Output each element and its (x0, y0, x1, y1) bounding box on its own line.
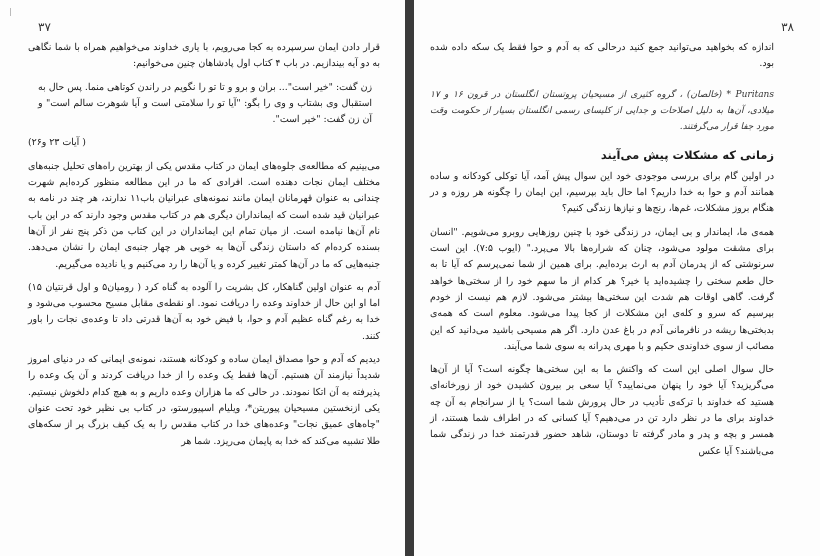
footnote-text: * (خالصان) ، گروه کثیری از مسیحیان پروتستان انگلستان در قرون ۱۶ و ۱۷ میلادی، آن‌ها به دلیل اصلاحات و جدایی از کلیسای رسمی انگلستان بسیار از حکومت وقت مورد جفا قرار می‌گرفتند. (430, 89, 774, 132)
paragraph: آدم به عنوان اولین گناهکار، کل بشریت را آلوده به گناه کرد ( رومیان۵ و اول قرنتیان ۱۵) اما او این حال از خداوند وعده را دریافت نمود. او نقطه‌ی مقابل مسیح محسوب می‌شود و خدا به رغم گناه عظیم آدم و حوا، با فیض خود به آن‌ها قدرتی داد تا وعده‌ی نجات را باور کنند. (28, 281, 380, 342)
quote-block: زن گفت: "خیر است"... بران و برو و تا تو را نگویم در راندن کوتاهی منما. پس حال به استقبال وی بشتاب و وی را بگو: "آیا تو را سلامتی است و آیا شوهرت سالم است" و آن زن گفت: "خیر است". (38, 81, 372, 126)
verse-reference: ( آیات ۲۳ و۲۶) (28, 137, 86, 149)
paragraph: قرار دادن ایمان سرسپرده به کجا می‌رویم، با یاری خداوند می‌خواهیم همراه با شما نگاهی به دو آیه بیندازیم. در باب ۴ کتاب اول پادشاهان چنین می‌خوانیم: (28, 42, 380, 70)
paragraph: در اولین گام برای بررسی موجودی خود این سوال پیش آمد، آیا توکلی کودکانه و ساده همانند آدم و حوا به خدا داریم؟ اما حال باید بپرسیم، این ایمان را چگونه هر روزه و در هنگام بروز مشکلات، غم‌ها، رنج‌ها و نیازها زندگی کنیم؟ (430, 170, 774, 215)
footnote-term: Puritans (735, 89, 774, 100)
paragraph: حال سوال اصلی این است که واکنش ما به این سختی‌ها چگونه است؟ آیا از آن‌ها می‌گریزید؟ آیا خود را پنهان می‌نمایید؟ آیا سعی بر بیرون کشیدن خود از زورخانه‌ای هستید که خداوند با ترکه‌ی تأدیب در حال پرورش شما است؟ یا از سرانجام به آن چه خداوند برای ما در نظر دارد تن در می‌دهیم؟ آیا کسانی که در اطراف شما هستند، از همسر و بچه و پدر و مادر گرفته تا دوستان، شاهد حضور قدرتمند خدا در زندگی شما می‌باشند؟ آیا عکس (430, 364, 774, 457)
footnote (430, 87, 774, 135)
crop-mark (10, 8, 11, 16)
paragraph: اندازه که بخواهید می‌توانید جمع کنید درحالی که به آدم و حوا فقط یک سکه داده شده بود. (430, 42, 774, 70)
book-gutter (405, 0, 414, 556)
right-text-column (430, 40, 774, 467)
left-page (0, 0, 405, 556)
left-text-column (28, 40, 380, 457)
paragraph: همه‌ی ما، ایماندار و بی ایمان، در زندگی خود با چنین روزهایی روبرو می‌شویم. "انسان برای مشقت مولود می‌شود، چنان که شراره‌ها بالا می‌پرد." (ایوب ۷:۵). این است سرنوشتی که از پدرمان آدم به ارث برده‌ایم. برای همین از شما نمی‌پرسم که آیا تا به حال طعم سختی را چشیده‌اید یا خیر؟ هر کدام از ما سهم خود را از سختی‌ها خواهد گرفت. گاهی اوقات هم شدت این سختی‌ها بیشتر می‌شود. لازم هم نیست از خودم بپرسیم که سرو و کله‌ی این مشکلات از کجا پیدا می‌شود. معلوم است که همه‌ی بدبختی‌ها ریشه در نافرمانی آدم در باغ عدن دارد. اگر هم مسیحی باشید می‌دانید که این مصائب از سوی خداوندی حکیم و با مهری پدرانه به سوی شما می‌آیند. (430, 226, 774, 352)
page-number-left: ۳۷ (38, 20, 51, 34)
page-number-right: ۳۸ (781, 20, 794, 34)
paragraph: می‌بینیم که مطالعه‌ی جلوه‌های ایمان در کتاب مقدس یکی از بهترین راه‌های تحلیل جنبه‌های مختلف ایمان نجات دهنده است. افرادی که ما در این مطالعه منظور کرده‌ایم شهرت چندانی به عنوان قهرمانان ایمان مانند نمونه‌های عبرانیان باب۱۱ ندارند، هر چند در نامه به عبرانیان قید شده است که ایمانداران دیگری هم در کتاب مقدس وجود دارند که در این باب نام آن‌ها نیامده است. از میان تمام این ایمانداران در این کتاب من ذکر پنج نفر از آن‌ها بسنده کرده‌ام که داستان زندگی آن‌ها به خوبی هر چهار جنبه‌ی ایمان را نشان می‌دهد. جنبه‌هایی که ما در آن‌ها کمتر تغییر کرده و یا آن‌ها را رد می‌کنیم و یا نادیده می‌گیریم. (28, 160, 380, 270)
right-page (414, 0, 820, 556)
paragraph: دیدیم که آدم و حوا مصداق ایمان ساده و کودکانه هستند، نمونه‌ی ایمانی که در دنیای امروز شدیداً نیازمند آن هستیم. آن‌ها فقط یک وعده را از خدا دریافت کردند و آن یک وعده را پذیرفته به آن اتکا نمودند. در حالی که ما هزاران وعده داریم و به هیچ کدام دلخوش نیستیم. یکی ازنخستین مسیحیان پیوریتن*، ویلیام اسپیورستو، در کتاب بی نظیر خود تحت عنوان "چاه‌های عمیق نجات" وعده‌های خدا در کتاب مقدس را به یک کیف بزرگ پر از سکه‌های طلا تشبیه می‌کند که خدا به پایمان می‌ریزد. شما هر (28, 354, 380, 447)
section-heading: زمانی که مشکلات پیش می‌آیند (600, 147, 774, 162)
